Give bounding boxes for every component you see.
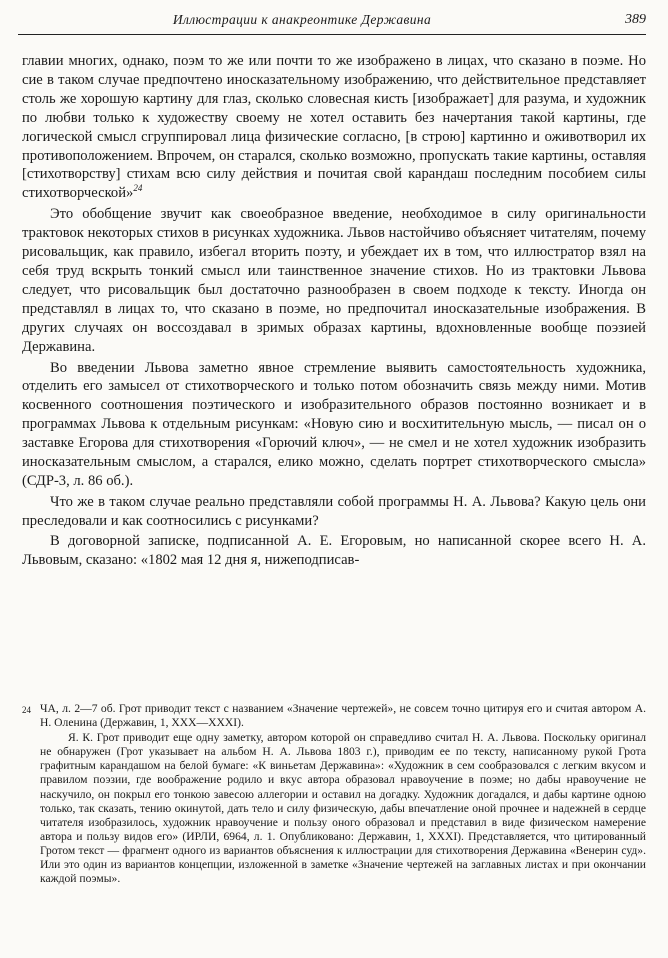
footnote-body [40,702,646,886]
paragraph-1-text: главии многих, однако, поэм то же или почти то же изображено в лицах, что сказано в поэме. Но сие в таком случае предпочтено иносказательному изображению, что действительное представляет столь же хорошую картину для глаз, сколько словесная кисть [изображает] для разума, и художник по любви только к художеству своему не хотел оставить без начертания такой картины, где логической смысл сгруппировал лица физические согласно, [в строю] картинно и оживотворил их противоположением. Впрочем, он старался, сколько возможно, пропускать такие картины, оставляя [стихотворству] стихам всю силу действия и почитая свой карандаш последним пособием силы стихотворческой» [22,53,646,202]
paragraph-4: Что же в таком случае реально представляли собой программы Н. А. Львова? Какую цель они преследовали и как соотносились с рисунками? [22,493,646,529]
page-number: 389 [625,12,646,27]
paragraph-3: Во введении Львова заметно явное стремление выявить самостоятельность художника, отделить его замысел от стихотворческого и только потом обозначить связь между ними. Мотив косвенного соотношения поэтического и изобразительного образов постоянно возникает и в программах Львова к отдельным рисункам: «Новую сию и восхитительную мысль, — писал он о заставке Егорова для стихотворения «Горючий ключ», — не смел и не хотел художник изобразить иносказательным смыслом, а старался, елико можно, сделать портрет стихотворческого смысла» (СДР-3, л. 86 об.). [22,359,646,489]
main-text [22,52,646,571]
paragraph-2: Это обобщение звучит как своеобразное введение, необходимое в силу оригинальности трактовок некоторых стихов в рисунках художника. Львов настойчиво объясняет читателям, почему рисовальщик, как правило, избегал вторить поэту, и убеждает их в том, что иллюстратор взял на себя труд вскрыть тонкий смысл или таинственное значение стихов. Но из трактовки Львова следует, что рисовальщик был достаточно разнообразен в своем подходе к тексту. Иногда он представлял в лицах то, что сказано в поэме, но предпочитал иносказательные изображения. В других случаях он воссоздавал в зримых образах картины, вдохновленные вообще поэзией Державина. [22,206,646,355]
footnote-number: 24 [22,705,31,715]
page-header [18,8,646,35]
footnote-reference-24: 24 [133,183,143,194]
paragraph-5: В договорной записке, подписанной А. Е. Егоровым, но написанной скорее всего Н. А. Львовым, сказано: «1802 мая 12 дня я, нижеподписав- [22,532,646,568]
running-title: Иллюстрации к анакреонтике Державина [172,12,432,27]
footnote-24 [22,702,646,886]
paragraph-1 [22,52,646,203]
footnote-second-paragraph: Я. К. Грот приводит еще одну заметку, автором которой он справедливо считал Н. А. Львова. Поскольку оригинал не обнаружен (Грот указывает на альбом Н. А. Львова 1803 г.), приводим ее по тексту, написанному рукой Грота графитным карандашом на белой бумаге: «К виньетам Державина»: «Художник в сем сообразовался с легким вкусом и правилом поэзии, где воображение родило и вкус автора образовал нравоучение в поэме; но дабы нравоучение не наскучило, он покрыл его тонкою завесою аллегории и оставил на догадку. Художник догадался, и дабы картине одною только, так сказать, тению окинутой, дать тело и силу физическую, дабы впечатление оной прочнее и надежней в сердце читателя изобразилось, художник нравоучение и пользу оного образовал и представил в виде физическом намерение автора и пользу видов его» (ИРЛИ, 6964, л. 1. Опубликовано: Державин, 1, XXXI). Представляется, что цитированный Гротом текст — фрагмент одного из вариантов объяснения к иллюстрации для стихотворения Державина «Венерин суд». Или это один из вариантов концепции, изложенной в заметке «Значение чертежей на заглавных листах и при окончании каждой поэмы». [40,731,646,886]
footnote-first-paragraph: ЧА, л. 2—7 об. Грот приводит текст с названием «Значение чертежей», не совсем точно цитируя его и считая автором А. Н. Оленина (Державин, 1, XXX—XXXI). [40,702,646,730]
footnotes [22,702,646,886]
